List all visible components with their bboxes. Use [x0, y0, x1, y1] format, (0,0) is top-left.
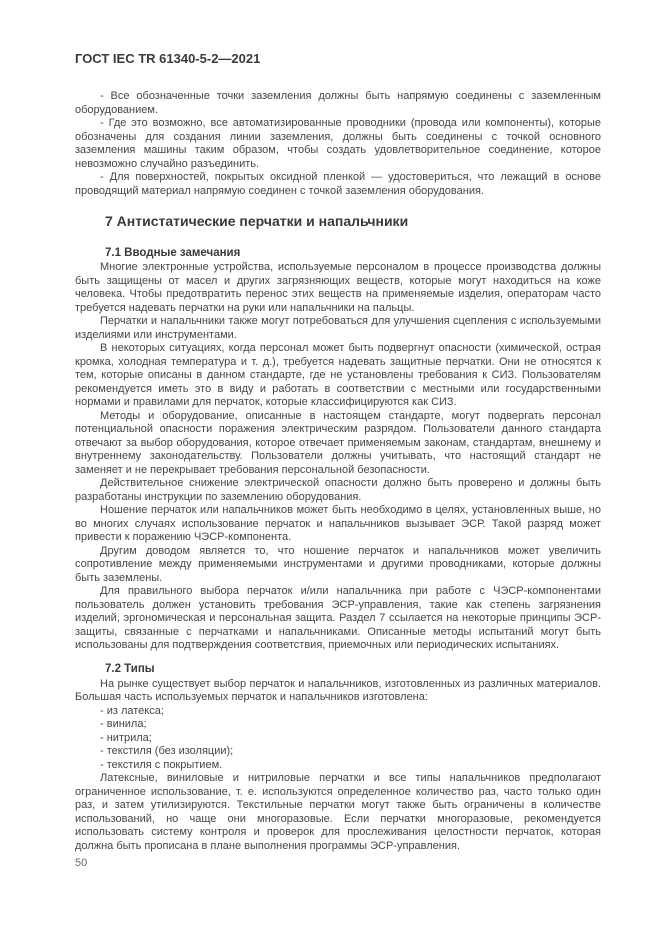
- section-7-2-title: 7.2 Типы: [105, 662, 155, 675]
- material-list-item: - нитрила;: [100, 731, 152, 744]
- page-number: 50: [75, 857, 88, 869]
- bullet-item: - Где это возможно, все автоматизированные проводники (провода или компоненты), которые обозначены для создания линии заземления, должны быть соединены с точкой основного заземления машины таким образом, чтобы создать удовлетворительное соединение, которое невозможно случайно разъединить.: [75, 117, 601, 170]
- paragraph: В некоторых ситуациях, когда персонал может быть подвергнут опасности (химической, острая кромка, холодная температура и т. д.), требуется надевать защитные перчатки. Они не относятся к тем, которые описаны в данном стандарте, где не установлены требования к СИЗ. Пользователям рекомендуется иметь это в виду и работать в соответствии с местными или государственными нормами и правилами для перчаток, которые классифицируются как СИЗ.: [75, 342, 601, 408]
- section-7-2-body: [75, 678, 601, 854]
- paragraph: Многие электронные устройства, используемые персоналом в процессе производства должны быть защищены от масел и других загрязняющих веществ, которые могут находиться на коже человека. Чтобы предотвратить перенос этих веществ на применяемые изделия, операторам часто требуется надевать перчатки на руки или напальчники на пальцы.: [75, 261, 601, 314]
- paragraph: Методы и оборудование, описанные в настоящем стандарте, могут подвергать персонал потенциальной опасности поражения электрическим разрядом. Пользователи данного стандарта отвечают за выбор оборудования, которое отвечает применяемым законам, стандартам, внешнему и внутреннему законодательству. Пользователи должны учитывать, что настоящий стандарт не заменяет и не перекрывает требования персональной безопасности.: [75, 409, 601, 476]
- material-list-item: - из латекса;: [100, 704, 164, 717]
- material-list-item: - текстиля (без изоляции);: [100, 745, 234, 757]
- paragraph: Латексные, виниловые и нитриловые перчатки и все типы напальчников предполагают ограниченное использование, т. е. используются определенное количество раз, часто только один раз, и затем утилизируются. Текстильные перчатки могут также быть ограничены в количестве использований, но чаще они многоразовые. Если перчатки многоразовые, рекомендуется использовать систему контроля и проверок для прослеживания целостности перчаток, которая должна быть прописана в плане выполнения программы ЭСР-управления.: [75, 772, 601, 852]
- section-7-1-title: 7.1 Вводные замечания: [105, 247, 241, 259]
- paragraph: Другим доводом является то, что ношение перчаток и напальчников может увеличить сопротивление между применяемыми инструментами и другими проводниками, которые должны быть заземлены.: [75, 544, 601, 584]
- page-content: [75, 51, 601, 870]
- bullet-item: - Все обозначенные точки заземления должны быть напрямую соединены с заземленным оборудованием.: [75, 90, 601, 116]
- section-7-title: 7 Антистатические перчатки и напальчники: [105, 213, 409, 229]
- material-list-item: - текстиля с покрытием.: [100, 758, 223, 771]
- paragraph: Действительное снижение электрической опасности должно быть проверено и должны быть разработаны инструкции по заземлению оборудования.: [75, 477, 601, 503]
- bullet-item: - Для поверхностей, покрытых оксидной пленкой — удостовериться, что лежащий в основе проводящий материал напрямую соединен с точкой заземления оборудования.: [75, 171, 601, 197]
- section-7-1-body: [75, 261, 601, 653]
- paragraph: Для правильного выбора перчаток и/или напальчника при работе с ЧЭСР-компонентами пользователь должен установить требования ЭСР-управления, такие как степень загрязнения изделий, эргономическая и персональная защита. Раздел 7 ссылается на некоторые принципы ЭСР-защиты, связанные с перчатками и напальчниками. Описанные методы испытаний могут быть использованы для подтверждения соответствия, приемочных или периодических испытаниях.: [75, 585, 601, 651]
- grounding-bullet-list: [75, 90, 601, 198]
- paragraph: Перчатки и напальчники также могут потребоваться для улучшения сцепления с используемыми изделиями или инструментами.: [75, 315, 601, 341]
- document-standard-header: ГОСТ IEC TR 61340-5-2—2021: [75, 51, 261, 66]
- material-list-item: - винила;: [100, 718, 147, 730]
- paragraph: На рынке существует выбор перчаток и напальчников, изготовленных из различных материалов. Большая часть используемых перчаток и напальчников изготовлена:: [75, 677, 601, 703]
- paragraph: Ношение перчаток или напальчников может быть необходимо в целях, установленных выше, но во многих случаях использование перчаток и напальчников вызывает ЭСР. Такой разряд может привести к поражению ЧЭСР-компонента.: [75, 504, 601, 543]
